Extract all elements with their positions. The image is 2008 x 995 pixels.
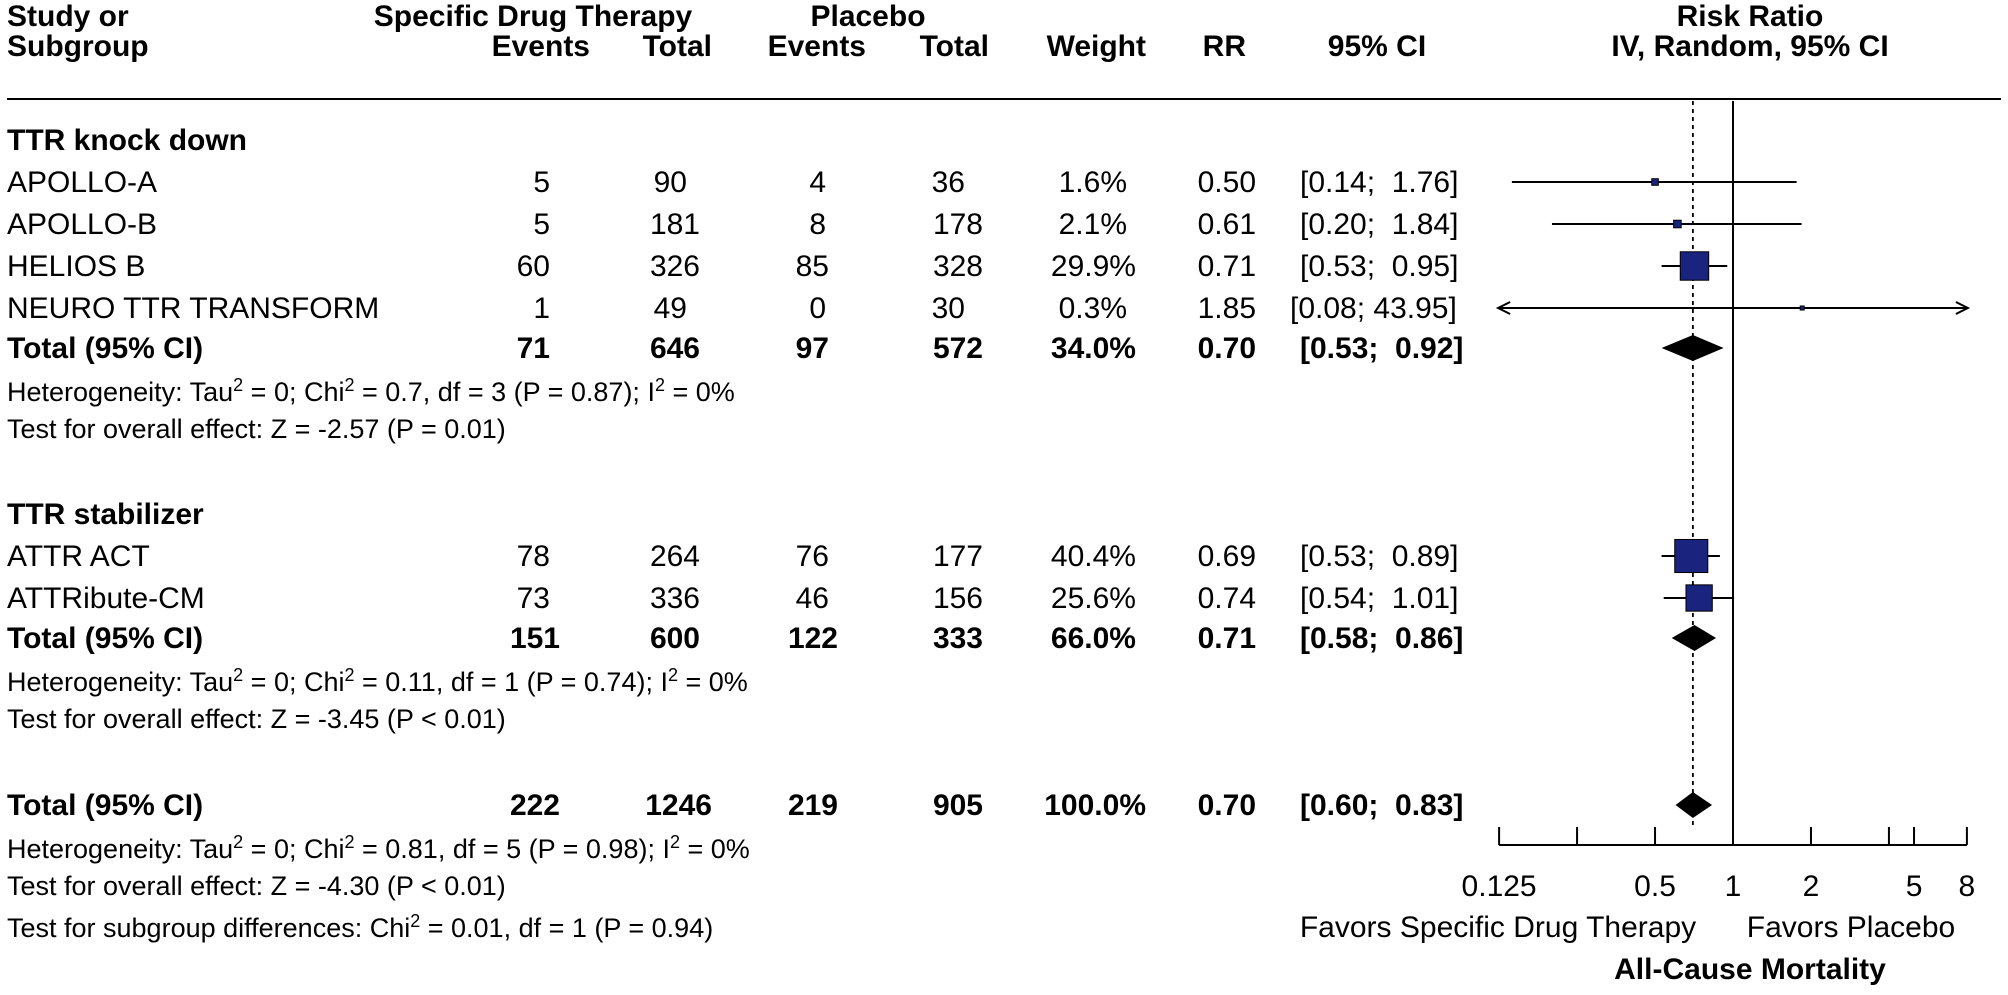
events-placebo: 8 bbox=[809, 208, 826, 241]
total-placebo: 333 bbox=[932, 622, 983, 655]
total-treatment: 336 bbox=[649, 582, 700, 615]
weight-value: 2.1% bbox=[1058, 208, 1127, 241]
header-ci: 95% CI bbox=[1327, 30, 1427, 63]
study-name: ATTRibute-CM bbox=[7, 582, 205, 615]
x-tick-label: 1 bbox=[1724, 870, 1742, 903]
events-treatment: 60 bbox=[516, 250, 550, 283]
total-placebo: 328 bbox=[932, 250, 983, 283]
rr-value: 0.69 bbox=[1197, 540, 1256, 573]
events-placebo: 4 bbox=[809, 166, 826, 199]
events-treatment: 78 bbox=[516, 540, 550, 573]
header-rr: RR bbox=[1202, 30, 1246, 63]
total-label: Total (95% CI) bbox=[7, 622, 204, 655]
events-treatment: 5 bbox=[533, 166, 550, 199]
x-tick-label: 8 bbox=[1958, 870, 1976, 903]
total-treatment: 600 bbox=[649, 622, 700, 655]
total-treatment: 49 bbox=[653, 292, 687, 325]
study-marker bbox=[1675, 539, 1708, 572]
overall-effect-text: Test for overall effect: Z = -4.30 (P < 0.01) bbox=[7, 871, 506, 901]
weight-value: 1.6% bbox=[1058, 166, 1127, 199]
events-placebo: 46 bbox=[795, 582, 829, 615]
plot-title-line1: Risk Ratio bbox=[1676, 0, 1824, 33]
total-treatment: 181 bbox=[649, 208, 700, 241]
total-treatment: 264 bbox=[649, 540, 700, 573]
ci-value: [0.53; 0.89] bbox=[1300, 540, 1459, 573]
ci-value: [0.54; 1.01] bbox=[1300, 582, 1459, 615]
header-events-placebo: Events bbox=[767, 30, 866, 63]
weight-value: 0.3% bbox=[1058, 292, 1127, 325]
x-tick-label: 2 bbox=[1802, 870, 1820, 903]
events-placebo: 219 bbox=[787, 789, 838, 822]
weight-value: 29.9% bbox=[1050, 250, 1136, 283]
total-placebo: 156 bbox=[932, 582, 983, 615]
rr-value: 0.70 bbox=[1197, 789, 1256, 822]
weight-value: 25.6% bbox=[1050, 582, 1136, 615]
weight-value: 40.4% bbox=[1050, 540, 1136, 573]
ci-value: [0.58; 0.86] bbox=[1300, 622, 1464, 655]
events-treatment: 1 bbox=[533, 292, 550, 325]
x-tick-label: 0.125 bbox=[1461, 870, 1537, 903]
heterogeneity-text: Heterogeneity: Tau$^2$ = 0; Chi$^2$ = 0.81, df = 5 (P = 0.98); $I^2 = 0\%$ bbox=[7, 832, 750, 864]
events-placebo: 76 bbox=[795, 540, 829, 573]
overall-effect-text: Test for overall effect: Z = -2.57 (P = 0.01) bbox=[7, 414, 506, 444]
header-treatment-group: Specific Drug Therapy bbox=[373, 0, 693, 33]
events-placebo: 97 bbox=[795, 332, 829, 365]
pooled-diamond bbox=[1672, 625, 1716, 651]
header-placebo-group: Placebo bbox=[810, 0, 926, 33]
heterogeneity-text: Heterogeneity: Tau$^2$ = 0; Chi$^2$ = 0.11, df = 1 (P = 0.74); $I^2 = 0\%$ bbox=[7, 665, 748, 697]
ci-value: [0.60; 0.83] bbox=[1300, 789, 1464, 822]
study-name: APOLLO-A bbox=[7, 166, 158, 199]
study-marker bbox=[1686, 585, 1712, 611]
header-events-treatment: Events bbox=[491, 30, 590, 63]
events-treatment: 71 bbox=[516, 332, 550, 365]
weight-value: 34.0% bbox=[1050, 332, 1136, 365]
events-treatment: 5 bbox=[533, 208, 550, 241]
ci-value: [0.14; 1.76] bbox=[1300, 166, 1459, 199]
study-name: ATTR ACT bbox=[7, 540, 150, 573]
x-tick-label: 0.5 bbox=[1634, 870, 1676, 903]
header-weight: Weight bbox=[1046, 30, 1146, 63]
favors-left-label: Favors Specific Drug Therapy bbox=[1299, 911, 1697, 944]
study-name: NEURO TTR TRANSFORM bbox=[7, 292, 380, 325]
total-placebo: 30 bbox=[931, 292, 965, 325]
heterogeneity-text: Heterogeneity: Tau$^2$ = 0; Chi$^2$ = 0.7, df = 3 (P = 0.87); $I^2 = 0\%$ bbox=[7, 375, 735, 407]
study-marker bbox=[1800, 306, 1804, 310]
events-treatment: 73 bbox=[516, 582, 550, 615]
ci-value: [0.53; 0.92] bbox=[1300, 332, 1464, 365]
total-treatment: 90 bbox=[653, 166, 687, 199]
rr-value: 0.71 bbox=[1197, 622, 1256, 655]
favors-right-label: Favors Placebo bbox=[1746, 911, 1956, 944]
header-total-placebo: Total bbox=[919, 30, 989, 63]
events-placebo: 122 bbox=[787, 622, 838, 655]
outcome-label: All-Cause Mortality bbox=[1614, 953, 1886, 986]
pooled-diamond bbox=[1662, 335, 1724, 361]
header-study-line1: Study or bbox=[7, 0, 129, 33]
events-placebo: 0 bbox=[809, 292, 826, 325]
plot-title-line2: IV, Random, 95% CI bbox=[1611, 30, 1889, 63]
total-placebo: 572 bbox=[932, 332, 983, 365]
total-label: Total (95% CI) bbox=[7, 789, 204, 822]
rr-value: 0.74 bbox=[1197, 582, 1256, 615]
study-marker bbox=[1680, 252, 1708, 280]
group-title: TTR stabilizer bbox=[7, 498, 204, 531]
total-placebo: 905 bbox=[932, 789, 983, 822]
total-treatment: 326 bbox=[649, 250, 700, 283]
overall-effect-text: Test for overall effect: Z = -3.45 (P < 0.01) bbox=[7, 704, 506, 734]
weight-value: 100.0% bbox=[1044, 789, 1146, 822]
pooled-diamond bbox=[1676, 792, 1713, 818]
events-treatment: 151 bbox=[509, 622, 560, 655]
total-placebo: 36 bbox=[931, 166, 965, 199]
rr-value: 0.70 bbox=[1197, 332, 1256, 365]
ci-value: [0.20; 1.84] bbox=[1300, 208, 1459, 241]
events-placebo: 85 bbox=[795, 250, 829, 283]
total-treatment: 646 bbox=[649, 332, 700, 365]
rr-value: 1.85 bbox=[1197, 292, 1256, 325]
total-placebo: 178 bbox=[932, 208, 983, 241]
group-title: TTR knock down bbox=[7, 124, 247, 157]
ci-value: [0.08; 43.95] bbox=[1290, 292, 1457, 325]
ci-value: [0.53; 0.95] bbox=[1300, 250, 1459, 283]
weight-value: 66.0% bbox=[1050, 622, 1136, 655]
study-name: APOLLO-B bbox=[7, 208, 158, 241]
total-treatment: 1246 bbox=[645, 789, 712, 822]
total-label: Total (95% CI) bbox=[7, 332, 204, 365]
subgroup-difference-text: Test for subgroup differences: Chi$^2$ = 0.01, df = 1 (P = 0.94) bbox=[7, 911, 714, 943]
header-study-line2: Subgroup bbox=[7, 30, 149, 63]
rr-value: 0.71 bbox=[1197, 250, 1256, 283]
rr-value: 0.50 bbox=[1197, 166, 1256, 199]
study-marker bbox=[1674, 220, 1682, 228]
x-tick-label: 5 bbox=[1905, 870, 1923, 903]
rr-value: 0.61 bbox=[1197, 208, 1256, 241]
events-treatment: 222 bbox=[509, 789, 560, 822]
total-placebo: 177 bbox=[932, 540, 983, 573]
header-total-treatment: Total bbox=[642, 30, 712, 63]
study-marker bbox=[1652, 179, 1659, 186]
study-name: HELIOS B bbox=[7, 250, 146, 283]
